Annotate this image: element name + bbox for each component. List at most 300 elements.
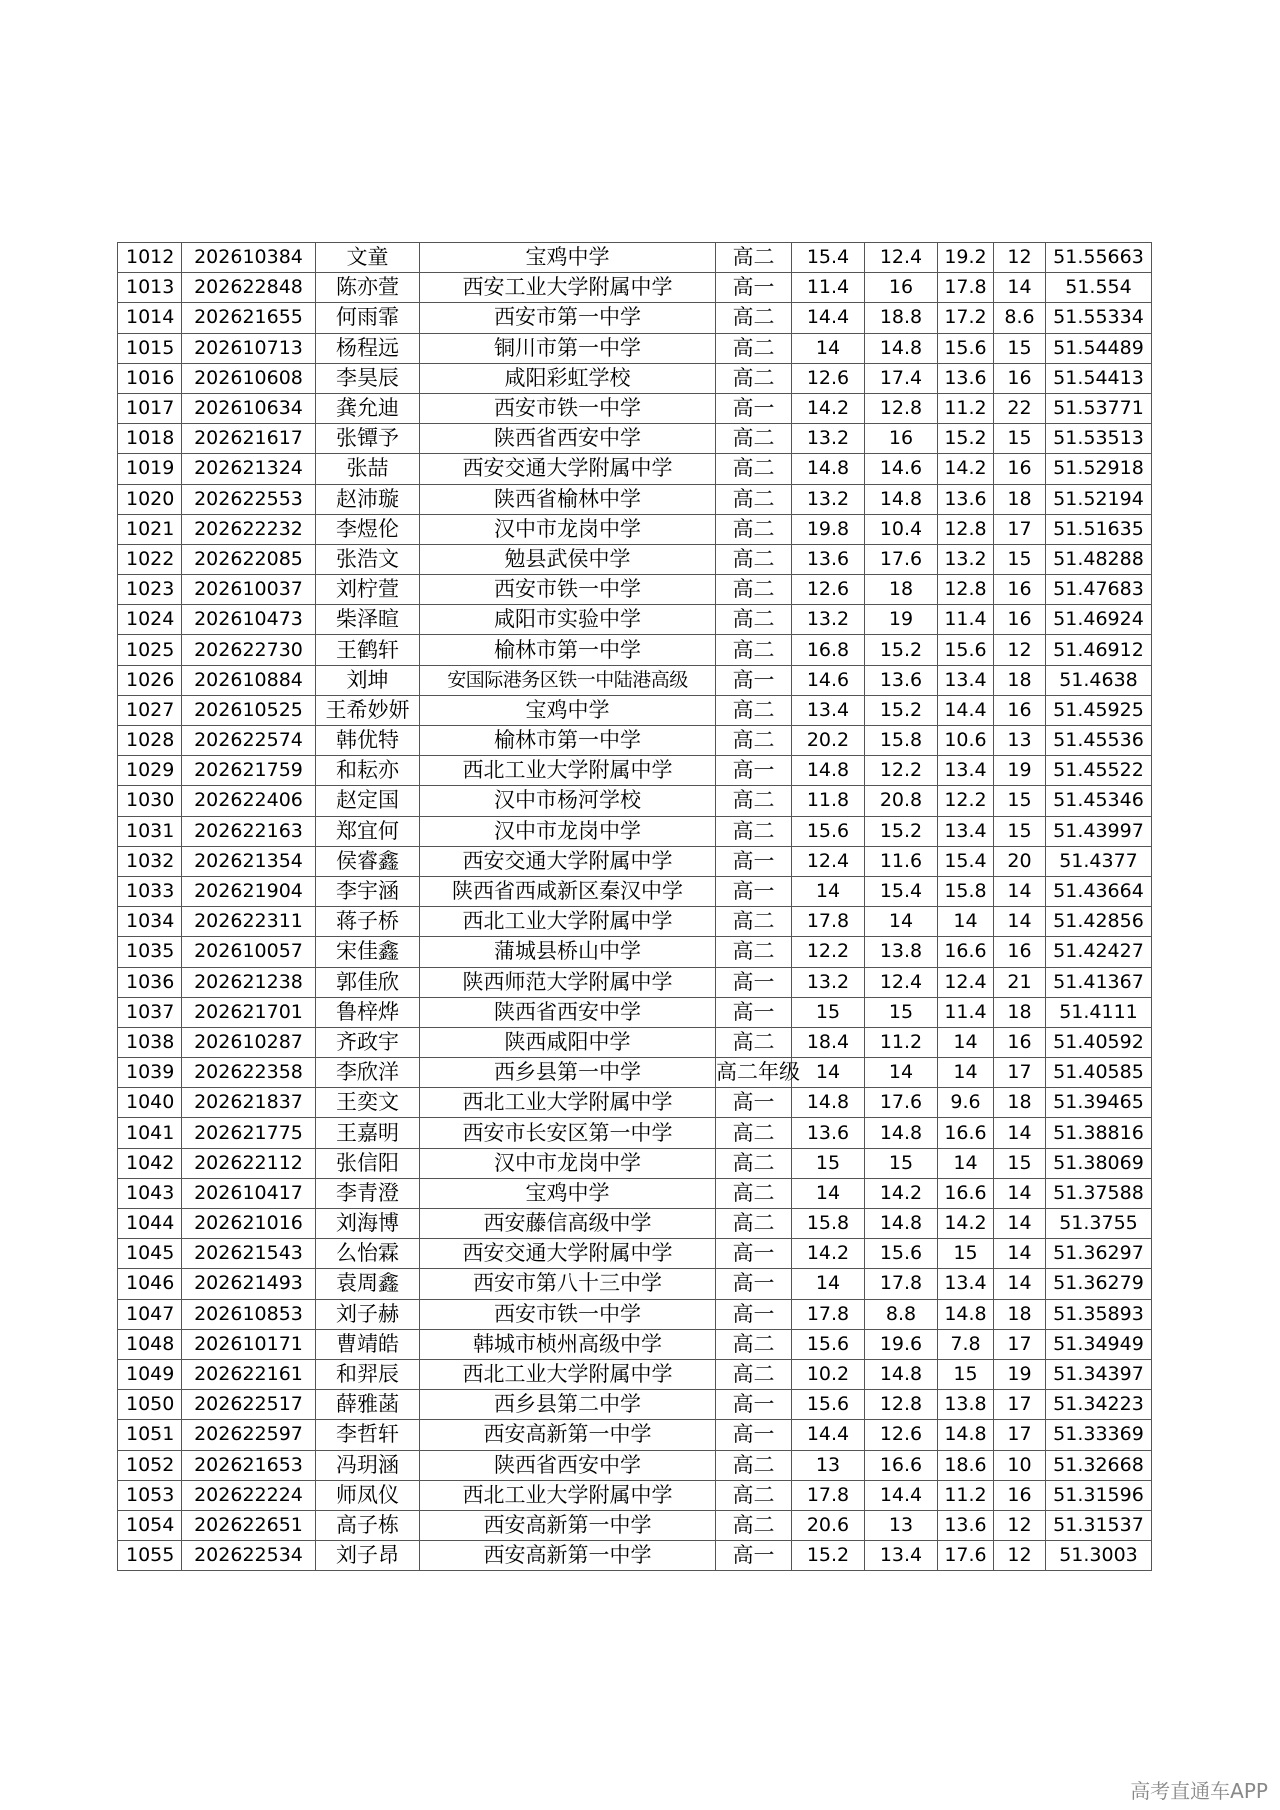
cell-school: 榆林市第一中学 (420, 726, 716, 756)
table-row (118, 1359, 1152, 1389)
cell-total: 51.38069 (1046, 1148, 1152, 1178)
cell-grade: 高二 (716, 363, 792, 393)
cell-total: 51.52918 (1046, 454, 1152, 484)
cell-s3: 12.8 (938, 514, 994, 544)
table-row (118, 756, 1152, 786)
table-row (118, 1058, 1152, 1088)
cell-school: 西安高新第一中学 (420, 1510, 716, 1540)
cell-name: 张喆 (316, 454, 420, 484)
cell-school: 西安市铁一中学 (420, 575, 716, 605)
cell-grade: 高二 (716, 1178, 792, 1208)
cell-grade: 高二 (716, 1209, 792, 1239)
cell-s2: 12.6 (865, 1420, 938, 1450)
cell-s1: 14 (792, 1058, 865, 1088)
cell-s2: 14 (865, 907, 938, 937)
cell-rank: 1032 (118, 846, 182, 876)
cell-s2: 16.6 (865, 1450, 938, 1480)
cell-total: 51.34223 (1046, 1390, 1152, 1420)
cell-grade: 高二 (716, 1148, 792, 1178)
cell-s2: 12.2 (865, 756, 938, 786)
cell-name: 高子栋 (316, 1510, 420, 1540)
cell-s4: 14 (994, 1239, 1046, 1269)
cell-s4: 14 (994, 1178, 1046, 1208)
cell-grade: 高一 (716, 1299, 792, 1329)
cell-school: 陕西省西安中学 (420, 997, 716, 1027)
cell-grade: 高一 (716, 393, 792, 423)
cell-school: 西安市长安区第一中学 (420, 1118, 716, 1148)
table-row (118, 997, 1152, 1027)
cell-total: 51.45536 (1046, 726, 1152, 756)
cell-rank: 1025 (118, 635, 182, 665)
cell-id: 202621904 (182, 876, 316, 906)
cell-grade: 高二 (716, 1510, 792, 1540)
cell-s4: 12 (994, 635, 1046, 665)
cell-s4: 16 (994, 1480, 1046, 1510)
cell-s1: 12.2 (792, 937, 865, 967)
cell-s1: 15.4 (792, 243, 865, 273)
cell-school: 陕西省榆林中学 (420, 484, 716, 514)
cell-s2: 19 (865, 605, 938, 635)
cell-s1: 20.6 (792, 1510, 865, 1540)
cell-id: 202610417 (182, 1178, 316, 1208)
table-row (118, 333, 1152, 363)
cell-school: 汉中市龙岗中学 (420, 1148, 716, 1178)
cell-id: 202610287 (182, 1027, 316, 1057)
cell-s3: 15 (938, 1239, 994, 1269)
cell-s1: 15.6 (792, 1329, 865, 1359)
cell-id: 202622311 (182, 907, 316, 937)
cell-total: 51.39465 (1046, 1088, 1152, 1118)
cell-total: 51.31596 (1046, 1480, 1152, 1510)
cell-name: 冯玥涵 (316, 1450, 420, 1480)
cell-school: 陕西省西安中学 (420, 424, 716, 454)
cell-total: 51.3755 (1046, 1209, 1152, 1239)
cell-s4: 18 (994, 665, 1046, 695)
cell-school: 汉中市杨河学校 (420, 786, 716, 816)
cell-s1: 15.8 (792, 1209, 865, 1239)
cell-s3: 17.2 (938, 303, 994, 333)
cell-s4: 17 (994, 514, 1046, 544)
cell-grade: 高二 (716, 1329, 792, 1359)
cell-s3: 13.4 (938, 756, 994, 786)
cell-id: 202622517 (182, 1390, 316, 1420)
cell-s2: 12.8 (865, 1390, 938, 1420)
cell-total: 51.43997 (1046, 816, 1152, 846)
cell-school: 韩城市桢州高级中学 (420, 1329, 716, 1359)
cell-school: 陕西咸阳中学 (420, 1027, 716, 1057)
table-row (118, 273, 1152, 303)
cell-school: 西安交通大学附属中学 (420, 846, 716, 876)
cell-total: 51.554 (1046, 273, 1152, 303)
table-row (118, 363, 1152, 393)
cell-total: 51.51635 (1046, 514, 1152, 544)
cell-school: 宝鸡中学 (420, 695, 716, 725)
cell-rank: 1055 (118, 1541, 182, 1571)
cell-s2: 17.8 (865, 1269, 938, 1299)
cell-s4: 14 (994, 907, 1046, 937)
cell-s3: 16.6 (938, 1118, 994, 1148)
cell-s4: 12 (994, 1541, 1046, 1571)
cell-s3: 15.6 (938, 333, 994, 363)
cell-s3: 17.6 (938, 1541, 994, 1571)
cell-name: 薛雅菡 (316, 1390, 420, 1420)
cell-rank: 1052 (118, 1450, 182, 1480)
cell-total: 51.54413 (1046, 363, 1152, 393)
cell-rank: 1044 (118, 1209, 182, 1239)
cell-s3: 13.4 (938, 1269, 994, 1299)
cell-school: 西北工业大学附属中学 (420, 1088, 716, 1118)
table-row (118, 665, 1152, 695)
cell-s4: 12 (994, 1510, 1046, 1540)
cell-total: 51.4638 (1046, 665, 1152, 695)
cell-s1: 15.6 (792, 816, 865, 846)
cell-s4: 15 (994, 333, 1046, 363)
cell-grade: 高二 (716, 1027, 792, 1057)
cell-s3: 13.8 (938, 1390, 994, 1420)
cell-s1: 14.6 (792, 665, 865, 695)
cell-name: 刘子赫 (316, 1299, 420, 1329)
table-row (118, 1148, 1152, 1178)
cell-rank: 1037 (118, 997, 182, 1027)
cell-rank: 1017 (118, 393, 182, 423)
cell-name: 王奕文 (316, 1088, 420, 1118)
cell-s2: 20.8 (865, 786, 938, 816)
cell-name: 齐政宇 (316, 1027, 420, 1057)
cell-name: 刘子昂 (316, 1541, 420, 1571)
cell-grade: 高二 (716, 635, 792, 665)
cell-s4: 18 (994, 1299, 1046, 1329)
cell-total: 51.34949 (1046, 1329, 1152, 1359)
score-table (117, 242, 1152, 1571)
cell-name: 何雨霏 (316, 303, 420, 333)
cell-s4: 8.6 (994, 303, 1046, 333)
cell-s1: 13 (792, 1450, 865, 1480)
table-row (118, 1209, 1152, 1239)
cell-s1: 17.8 (792, 1299, 865, 1329)
cell-s2: 15.2 (865, 695, 938, 725)
table-row (118, 303, 1152, 333)
cell-school: 汉中市龙岗中学 (420, 816, 716, 846)
cell-grade: 高一 (716, 967, 792, 997)
cell-total: 51.55663 (1046, 243, 1152, 273)
cell-name: 么怡霖 (316, 1239, 420, 1269)
cell-name: 李欣洋 (316, 1058, 420, 1088)
cell-s1: 14.4 (792, 303, 865, 333)
cell-school: 陕西师范大学附属中学 (420, 967, 716, 997)
table-row (118, 907, 1152, 937)
cell-s3: 13.4 (938, 665, 994, 695)
cell-id: 202622163 (182, 816, 316, 846)
cell-school: 西北工业大学附属中学 (420, 756, 716, 786)
cell-s2: 15.6 (865, 1239, 938, 1269)
cell-rank: 1020 (118, 484, 182, 514)
cell-s1: 13.2 (792, 484, 865, 514)
cell-s3: 12.2 (938, 786, 994, 816)
cell-total: 51.45522 (1046, 756, 1152, 786)
cell-name: 张镡予 (316, 424, 420, 454)
cell-name: 曹靖皓 (316, 1329, 420, 1359)
cell-total: 51.34397 (1046, 1359, 1152, 1389)
table-row (118, 1118, 1152, 1148)
cell-s2: 14.2 (865, 1178, 938, 1208)
cell-s1: 13.6 (792, 544, 865, 574)
cell-s3: 15.6 (938, 635, 994, 665)
cell-total: 51.35893 (1046, 1299, 1152, 1329)
cell-s4: 15 (994, 786, 1046, 816)
cell-name: 鲁梓烨 (316, 997, 420, 1027)
cell-name: 蒋子桥 (316, 907, 420, 937)
cell-grade: 高二 (716, 816, 792, 846)
cell-name: 袁周鑫 (316, 1269, 420, 1299)
cell-s1: 13.2 (792, 967, 865, 997)
cell-total: 51.43664 (1046, 876, 1152, 906)
cell-grade: 高二 (716, 1450, 792, 1480)
cell-s2: 14.8 (865, 484, 938, 514)
cell-school: 勉县武侯中学 (420, 544, 716, 574)
cell-s2: 14.8 (865, 333, 938, 363)
cell-grade: 高二 (716, 424, 792, 454)
cell-school: 西安市铁一中学 (420, 1299, 716, 1329)
table-row (118, 1541, 1152, 1571)
cell-s4: 15 (994, 544, 1046, 574)
cell-s4: 15 (994, 1148, 1046, 1178)
cell-total: 51.40592 (1046, 1027, 1152, 1057)
cell-s4: 18 (994, 484, 1046, 514)
cell-name: 张信阳 (316, 1148, 420, 1178)
cell-s3: 16.6 (938, 1178, 994, 1208)
cell-s2: 14 (865, 1058, 938, 1088)
cell-grade: 高一 (716, 1088, 792, 1118)
cell-total: 51.31537 (1046, 1510, 1152, 1540)
cell-s2: 15.8 (865, 726, 938, 756)
cell-rank: 1014 (118, 303, 182, 333)
cell-rank: 1016 (118, 363, 182, 393)
cell-s2: 14.8 (865, 1209, 938, 1239)
table-row (118, 544, 1152, 574)
cell-grade: 高二 (716, 1118, 792, 1148)
cell-s4: 14 (994, 273, 1046, 303)
cell-grade: 高二 (716, 1359, 792, 1389)
cell-s1: 14.8 (792, 1088, 865, 1118)
cell-rank: 1046 (118, 1269, 182, 1299)
cell-rank: 1050 (118, 1390, 182, 1420)
cell-grade: 高二 (716, 514, 792, 544)
cell-id: 202622232 (182, 514, 316, 544)
cell-grade: 高一 (716, 846, 792, 876)
cell-s3: 14.8 (938, 1299, 994, 1329)
cell-grade: 高二 (716, 303, 792, 333)
cell-name: 郑宜何 (316, 816, 420, 846)
cell-s1: 20.2 (792, 726, 865, 756)
cell-s2: 13.4 (865, 1541, 938, 1571)
cell-id: 202622224 (182, 1480, 316, 1510)
cell-name: 柴泽暄 (316, 605, 420, 635)
cell-s2: 12.4 (865, 967, 938, 997)
cell-total: 51.4111 (1046, 997, 1152, 1027)
cell-school: 西安市第八十三中学 (420, 1269, 716, 1299)
cell-id: 202610171 (182, 1329, 316, 1359)
cell-total: 51.41367 (1046, 967, 1152, 997)
cell-s4: 19 (994, 1359, 1046, 1389)
cell-grade: 高一 (716, 1390, 792, 1420)
cell-rank: 1045 (118, 1239, 182, 1269)
cell-s3: 9.6 (938, 1088, 994, 1118)
cell-s3: 14.2 (938, 1209, 994, 1239)
cell-name: 刘柠萱 (316, 575, 420, 605)
cell-s4: 18 (994, 1088, 1046, 1118)
cell-s1: 12.4 (792, 846, 865, 876)
cell-s4: 17 (994, 1058, 1046, 1088)
cell-s1: 14 (792, 1269, 865, 1299)
cell-rank: 1038 (118, 1027, 182, 1057)
table-row (118, 967, 1152, 997)
cell-s3: 13.4 (938, 816, 994, 846)
cell-total: 51.3003 (1046, 1541, 1152, 1571)
cell-grade: 高二年级 (716, 1058, 792, 1088)
cell-s4: 19 (994, 756, 1046, 786)
table-row (118, 484, 1152, 514)
cell-id: 202622112 (182, 1148, 316, 1178)
cell-s4: 16 (994, 937, 1046, 967)
cell-s2: 18.8 (865, 303, 938, 333)
cell-id: 202610608 (182, 363, 316, 393)
score-table-body (118, 243, 1152, 1571)
cell-id: 202622848 (182, 273, 316, 303)
cell-s1: 15 (792, 1148, 865, 1178)
cell-s4: 12 (994, 243, 1046, 273)
cell-s2: 16 (865, 424, 938, 454)
cell-s3: 15.8 (938, 876, 994, 906)
cell-grade: 高二 (716, 1480, 792, 1510)
cell-grade: 高二 (716, 907, 792, 937)
cell-total: 51.40585 (1046, 1058, 1152, 1088)
cell-s2: 13.6 (865, 665, 938, 695)
cell-rank: 1042 (118, 1148, 182, 1178)
cell-s1: 13.6 (792, 1118, 865, 1148)
cell-total: 51.37588 (1046, 1178, 1152, 1208)
cell-school: 宝鸡中学 (420, 243, 716, 273)
cell-s3: 10.6 (938, 726, 994, 756)
cell-total: 51.42427 (1046, 937, 1152, 967)
cell-s3: 13.6 (938, 484, 994, 514)
cell-rank: 1030 (118, 786, 182, 816)
cell-grade: 高二 (716, 544, 792, 574)
cell-id: 202621354 (182, 846, 316, 876)
cell-total: 51.4377 (1046, 846, 1152, 876)
cell-school: 西乡县第一中学 (420, 1058, 716, 1088)
cell-grade: 高一 (716, 756, 792, 786)
cell-name: 和羿辰 (316, 1359, 420, 1389)
cell-s2: 10.4 (865, 514, 938, 544)
cell-s1: 13.2 (792, 424, 865, 454)
cell-s4: 14 (994, 1209, 1046, 1239)
cell-total: 51.33369 (1046, 1420, 1152, 1450)
cell-id: 202610713 (182, 333, 316, 363)
cell-s3: 13.2 (938, 544, 994, 574)
cell-name: 宋佳鑫 (316, 937, 420, 967)
table-row (118, 1299, 1152, 1329)
cell-s4: 18 (994, 997, 1046, 1027)
table-row (118, 1178, 1152, 1208)
cell-total: 51.38816 (1046, 1118, 1152, 1148)
cell-s3: 19.2 (938, 243, 994, 273)
cell-s1: 13.2 (792, 605, 865, 635)
cell-id: 202621543 (182, 1239, 316, 1269)
cell-s1: 15 (792, 997, 865, 1027)
cell-s3: 14 (938, 907, 994, 937)
cell-school: 西安藤信高级中学 (420, 1209, 716, 1239)
cell-name: 刘海博 (316, 1209, 420, 1239)
cell-s1: 16.8 (792, 635, 865, 665)
cell-total: 51.54489 (1046, 333, 1152, 363)
cell-school: 西安市第一中学 (420, 303, 716, 333)
cell-s4: 15 (994, 816, 1046, 846)
table-row (118, 575, 1152, 605)
cell-total: 51.53513 (1046, 424, 1152, 454)
cell-school: 榆林市第一中学 (420, 635, 716, 665)
cell-total: 51.36297 (1046, 1239, 1152, 1269)
cell-id: 202610634 (182, 393, 316, 423)
cell-school: 西北工业大学附属中学 (420, 907, 716, 937)
cell-grade: 高一 (716, 1239, 792, 1269)
cell-total: 51.45925 (1046, 695, 1152, 725)
cell-s4: 16 (994, 695, 1046, 725)
cell-total: 51.53771 (1046, 393, 1152, 423)
cell-rank: 1047 (118, 1299, 182, 1329)
cell-name: 郭佳欣 (316, 967, 420, 997)
cell-name: 龚允迪 (316, 393, 420, 423)
cell-rank: 1036 (118, 967, 182, 997)
cell-name: 赵沛璇 (316, 484, 420, 514)
table-row (118, 1480, 1152, 1510)
cell-grade: 高一 (716, 1269, 792, 1299)
cell-school: 陕西省西安中学 (420, 1450, 716, 1480)
cell-s1: 10.2 (792, 1359, 865, 1389)
cell-s4: 17 (994, 1390, 1046, 1420)
cell-s4: 10 (994, 1450, 1046, 1480)
cell-s2: 15.4 (865, 876, 938, 906)
cell-school: 西安市铁一中学 (420, 393, 716, 423)
table-row (118, 786, 1152, 816)
cell-s4: 14 (994, 876, 1046, 906)
cell-s1: 14 (792, 876, 865, 906)
cell-id: 202622534 (182, 1541, 316, 1571)
cell-s1: 15.6 (792, 1390, 865, 1420)
cell-total: 51.46912 (1046, 635, 1152, 665)
cell-s2: 14.8 (865, 1359, 938, 1389)
cell-s3: 14 (938, 1027, 994, 1057)
table-row (118, 846, 1152, 876)
cell-s2: 8.8 (865, 1299, 938, 1329)
cell-grade: 高一 (716, 876, 792, 906)
cell-s3: 7.8 (938, 1329, 994, 1359)
cell-s4: 17 (994, 1329, 1046, 1359)
cell-total: 51.45346 (1046, 786, 1152, 816)
cell-name: 王鹤轩 (316, 635, 420, 665)
cell-name: 赵定国 (316, 786, 420, 816)
cell-school: 西安工业大学附属中学 (420, 273, 716, 303)
table-row (118, 1239, 1152, 1269)
table-row (118, 243, 1152, 273)
cell-s3: 18.6 (938, 1450, 994, 1480)
cell-rank: 1051 (118, 1420, 182, 1450)
cell-s3: 17.8 (938, 273, 994, 303)
cell-name: 李煜伦 (316, 514, 420, 544)
cell-rank: 1048 (118, 1329, 182, 1359)
table-row (118, 1390, 1152, 1420)
cell-school: 蒲城县桥山中学 (420, 937, 716, 967)
cell-rank: 1049 (118, 1359, 182, 1389)
